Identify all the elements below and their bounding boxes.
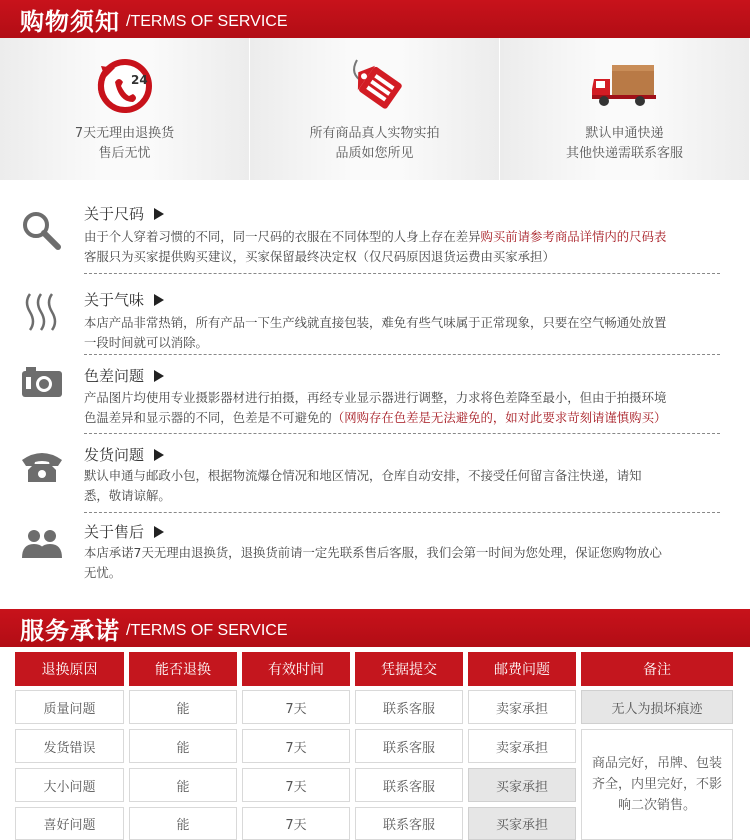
feature-line: 售后无忧 [98,146,151,161]
notice-title-text: 色差问题 [84,367,145,385]
table-header: 备注 [581,652,733,686]
notice-body [84,313,724,353]
table-cell: 卖家承担 [468,690,576,724]
delivery-truck-icon [590,54,660,118]
notice-text: 色温差异和显示器的不同，色差是不可避免的 [84,410,332,425]
table-cell: 7天 [242,768,350,802]
service-header [0,609,750,647]
customer-service-icon [18,521,66,565]
table-cell: 7天 [242,807,350,840]
notice-text: 产品图片均使用专业摄影器材进行拍摄，再经专业显示器进行调整，力求将色差降至最小，但由于拍摄环境 [84,390,667,405]
table-cell: 能 [129,768,237,802]
divider [84,433,720,434]
notice-highlight: （网购存在色差是无法避免的，如对此要求苛刻请谨慎购买） [331,410,667,425]
table-cell: 7天 [242,729,350,763]
feature-line: 品质如您所见 [335,146,414,161]
notice-title-text: 发货问题 [84,446,145,464]
feature-return [0,38,250,180]
play-arrow-icon [154,294,164,306]
table-cell: 联系客服 [355,768,463,802]
table-cell: 联系客服 [355,729,463,763]
section-subtitle: /TERMS OF SERVICE [126,622,288,639]
table-cell: 发货错误 [15,729,124,763]
notice-body [84,388,724,428]
notice-title [84,521,164,542]
notice-body [84,227,724,267]
feature-real-photo [250,38,500,180]
section-title: 购物须知 [20,6,120,36]
price-tag-icon [343,54,407,118]
terms-header [0,0,750,38]
section-title: 服务承诺 [20,615,120,645]
notice-title-text: 关于气味 [84,291,145,309]
notice-title-text: 关于尺码 [84,205,145,223]
notice-text: 本店承诺7天无理由退换货，退换货前请一定先联系售后客服，我们会第一时间为您处理，保证您购物放心 [84,545,662,560]
table-cell: 联系客服 [355,690,463,724]
table-note-merged [581,729,733,840]
table-note-text: 商品完好，吊牌、包装齐全，内里完好，不影响二次销售。 [592,756,723,813]
notice-text: 本店产品非常热销，所有产品一下生产线就直接包装，难免有些气味属于正常现象，只要在空气畅通处放置 [84,315,667,330]
play-arrow-icon [154,449,164,461]
notice-text: 一段时间就可以消除。 [84,335,208,350]
table-header: 能否退换 [129,652,237,686]
notice-text: 由于个人穿着习惯的不同，同一尺码的衣服在不同体型的人身上存在差异 [84,229,481,244]
table-cell: 能 [129,807,237,840]
feature-line: 所有商品真人实物实拍 [309,126,440,141]
notice-title [84,444,164,465]
feature-delivery [500,38,750,180]
table-cell: 能 [129,729,237,763]
table-header: 退换原因 [15,652,124,686]
notice-text: 默认申通与邮政小包，根据物流爆仓情况和地区情况，仓库自动安排，不接受任何留言备注快递，请知 [84,468,642,483]
notice-text: 客服只为买家提供购买建议，买家保留最终决定权（仅尺码原因退货运费由买家承担） [84,249,555,264]
notice-text: 悉，敬请谅解。 [84,488,171,503]
odor-waves-icon [18,290,66,334]
notice-text: 无忧。 [84,565,122,580]
table-cell: 喜好问题 [15,807,124,840]
feature-line: 其他快递需联系客服 [565,146,683,161]
magnifier-icon [18,209,66,253]
play-arrow-icon [154,208,164,220]
notice-title [84,365,164,386]
table-header: 邮费问题 [468,652,576,686]
feature-line: 7天无理由退换货 [74,126,175,141]
svg-text:24: 24 [130,73,148,87]
feature-line: 默认申通快递 [585,126,664,141]
notice-body [84,466,724,506]
notice-title [84,203,164,224]
camera-icon [18,360,66,404]
table-cell: 卖家承担 [468,729,576,763]
table-cell: 买家承担 [468,768,576,802]
play-arrow-icon [154,526,164,538]
table-cell: 能 [129,690,237,724]
table-cell: 质量问题 [15,690,124,724]
service-table [15,652,733,840]
section-subtitle: /TERMS OF SERVICE [126,13,288,30]
table-cell: 联系客服 [355,807,463,840]
table-cell: 大小问题 [15,768,124,802]
notice-body [84,543,724,583]
clock-24-icon [95,54,155,118]
divider [84,512,720,513]
play-arrow-icon [154,370,164,382]
divider [84,354,720,355]
table-header: 凭据提交 [355,652,463,686]
notice-title-text: 关于售后 [84,523,145,541]
telephone-icon [18,444,66,488]
notice-title [84,289,164,310]
table-cell: 7天 [242,690,350,724]
feature-strip [0,38,750,180]
notice-highlight: 购买前请参考商品详情内的尺码表 [480,229,667,244]
table-cell: 买家承担 [468,807,576,840]
divider [84,273,720,274]
table-note-cell: 无人为损坏痕迹 [581,690,733,724]
table-header: 有效时间 [242,652,350,686]
